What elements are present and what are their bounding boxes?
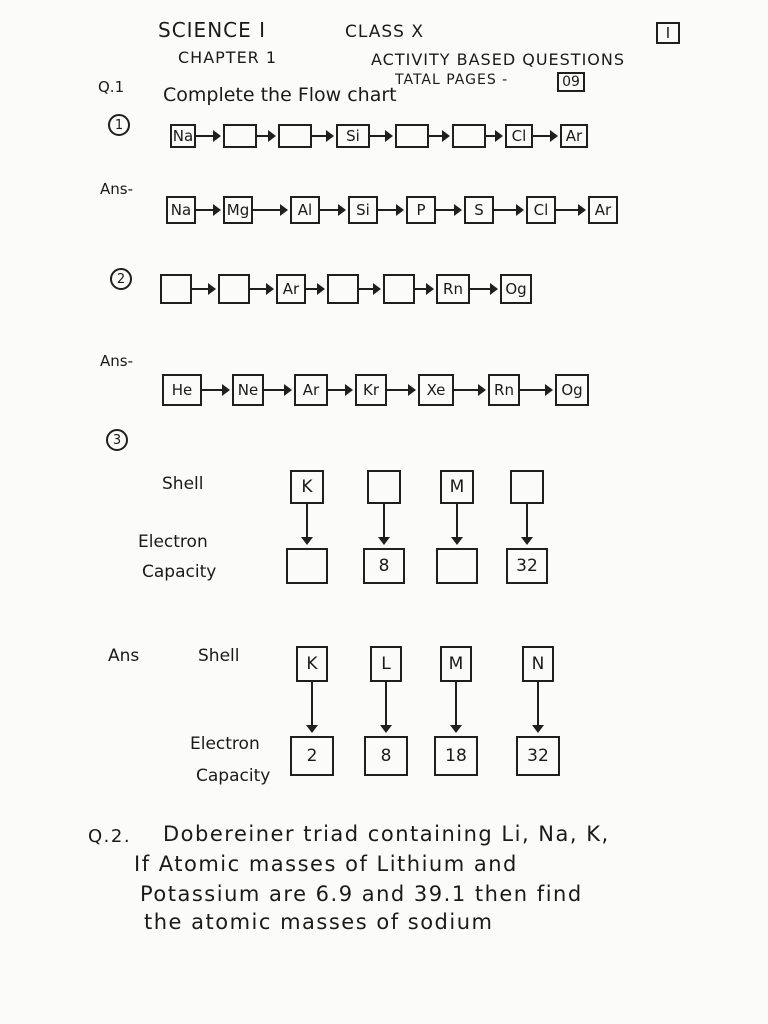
part1-a-box-3 (290, 196, 320, 224)
part3-q-arrow-2 (383, 504, 385, 542)
part3-a-capacity-box-4 (516, 736, 560, 776)
part2-q-arrow-5 (415, 288, 432, 290)
part1-q-arrow-3 (312, 135, 332, 137)
part1-a-arrow-5 (436, 209, 460, 211)
part3-q-arrow-3 (456, 504, 458, 542)
part3-q-arrow-1 (306, 504, 308, 542)
part1-a-box-6 (464, 196, 494, 224)
part2-a-value-4: Kr (362, 381, 379, 399)
part1-q-value-1: Na (172, 127, 194, 145)
part1-q-box-4 (336, 124, 370, 148)
q1-prompt: Complete the Flow chart (163, 84, 397, 106)
part3-q-capacity-box-2 (363, 548, 405, 584)
part2-q-box-2 (218, 274, 250, 304)
part3-a-shell-box-2 (370, 646, 402, 682)
ans-shell-label: Shell (198, 646, 240, 666)
part3-a-capacity-value-4: 32 (527, 746, 549, 766)
chapter-label: CHAPTER 1 (178, 48, 278, 67)
part3-a-shell-box-3 (440, 646, 472, 682)
subject-label: SCIENCE I (158, 18, 267, 42)
capacity-label: Capacity (142, 562, 217, 582)
part3-q-shell-box-3 (440, 470, 474, 504)
part3-q-shell-box-4 (510, 470, 544, 504)
part2-q-value-6: Rn (443, 280, 463, 298)
part1-a-value-8: Ar (594, 201, 612, 219)
part2-a-box-2 (232, 374, 264, 406)
part1-a-value-1: Na (170, 201, 192, 219)
part2-q-box-5 (383, 274, 415, 304)
q2-line-1: Dobereiner triad containing Li, Na, K, (163, 822, 610, 846)
part3-q-capacity-box-1 (286, 548, 328, 584)
part1-a-value-3: Al (297, 201, 313, 219)
part1-a-box-8 (588, 196, 618, 224)
part2-a-value-6: Rn (494, 381, 514, 399)
q2-line-3: Potassium are 6.9 and 39.1 then find (140, 882, 583, 906)
part2-q-arrow-1 (192, 288, 214, 290)
q2-label: Q.2. (88, 826, 132, 847)
part2-a-value-3: Ar (302, 381, 320, 399)
part3-a-arrow-4 (537, 682, 539, 730)
part2-q-arrow-6 (470, 288, 496, 290)
part2-q-box-4 (327, 274, 359, 304)
ans-capacity-label: Capacity (196, 766, 271, 786)
part1-q-arrow-5 (429, 135, 448, 137)
part3-q-shell-box-2 (367, 470, 401, 504)
q2-line-4: the atomic masses of sodium (144, 910, 494, 934)
total-pages-label: TATAL PAGES - (395, 72, 509, 88)
part3-a-capacity-box-1 (290, 736, 334, 776)
part3-q-capacity-value-4: 32 (516, 556, 538, 576)
part3-a-shell-value-2: L (381, 654, 391, 674)
part3-a-arrow-1 (311, 682, 313, 730)
part1-q-arrow-6 (486, 135, 501, 137)
electron-label: Electron (138, 532, 208, 552)
part1-a-arrow-3 (320, 209, 344, 211)
part2-q-value-7: Og (505, 280, 527, 298)
part2-q-box-7 (500, 274, 532, 304)
page-number: I (665, 24, 671, 42)
part1-q-box-5 (395, 124, 429, 148)
part2-ans-label: Ans- (100, 352, 133, 370)
part3-a-shell-value-3: M (448, 654, 464, 674)
part2-q-value-3: Ar (282, 280, 300, 298)
part3-a-shell-box-4 (522, 646, 554, 682)
part2-a-arrow-5 (454, 389, 484, 391)
q2-line-2: If Atomic masses of Lithium and (134, 852, 518, 876)
part3-a-capacity-value-2: 8 (380, 746, 392, 766)
part1-a-value-4: Si (356, 201, 370, 219)
part1-a-arrow-7 (556, 209, 584, 211)
part2-q-box-1 (160, 274, 192, 304)
part1-q-box-8 (560, 124, 588, 148)
q1-label: Q.1 (98, 78, 125, 96)
part1-q-value-4: Si (346, 127, 360, 145)
part3-a-capacity-box-2 (364, 736, 408, 776)
part1-a-box-7 (526, 196, 556, 224)
part2-a-arrow-3 (328, 389, 351, 391)
part2-a-arrow-1 (202, 389, 228, 391)
part2-a-box-5 (418, 374, 454, 406)
part3-a-shell-value-1: K (306, 654, 318, 674)
part1-a-box-1 (166, 196, 196, 224)
part3-q-arrow-4 (526, 504, 528, 542)
part1-a-box-4 (348, 196, 378, 224)
part1-number: 1 (108, 114, 130, 136)
part1-a-box-5 (406, 196, 436, 224)
part2-a-box-6 (488, 374, 520, 406)
part3-q-capacity-box-3 (436, 548, 478, 584)
page-number-box (656, 22, 680, 44)
part3-q-capacity-box-4 (506, 548, 548, 584)
part2-a-value-7: Og (561, 381, 583, 399)
part3-a-capacity-value-1: 2 (306, 746, 318, 766)
part2-a-arrow-4 (387, 389, 414, 391)
part2-number: 2 (110, 268, 132, 290)
part1-a-value-2: Mg (226, 201, 250, 219)
part3-q-shell-box-1 (290, 470, 324, 504)
part1-q-box-7 (505, 124, 533, 148)
part3-a-arrow-2 (385, 682, 387, 730)
part2-a-box-7 (555, 374, 589, 406)
part3-a-capacity-box-3 (434, 736, 478, 776)
part1-q-arrow-2 (257, 135, 274, 137)
total-pages-value: 09 (562, 74, 580, 90)
part2-a-arrow-6 (520, 389, 551, 391)
part2-q-arrow-2 (250, 288, 272, 290)
total-pages-box (557, 72, 585, 92)
part1-q-box-1 (170, 124, 196, 148)
part2-q-arrow-4 (359, 288, 379, 290)
part2-a-value-5: Xe (426, 381, 446, 399)
part2-a-arrow-2 (264, 389, 290, 391)
ans-electron-label: Electron (190, 734, 260, 754)
part2-a-value-1: He (171, 381, 193, 399)
part1-a-arrow-6 (494, 209, 522, 211)
part1-q-box-2 (223, 124, 257, 148)
part2-q-box-3 (276, 274, 306, 304)
shell-label: Shell (162, 474, 204, 494)
part1-a-arrow-2 (253, 209, 286, 211)
part2-a-box-1 (162, 374, 202, 406)
part3-a-arrow-3 (455, 682, 457, 730)
part2-a-box-4 (355, 374, 387, 406)
part3-q-shell-value-3: M (449, 477, 465, 497)
part1-a-box-2 (223, 196, 253, 224)
part2-q-arrow-3 (306, 288, 323, 290)
part3-a-capacity-value-3: 18 (445, 746, 467, 766)
part1-a-value-5: P (416, 201, 426, 219)
class-label: CLASS X (345, 22, 424, 42)
part1-q-box-6 (452, 124, 486, 148)
part1-a-value-6: S (474, 201, 484, 219)
part1-a-arrow-1 (196, 209, 219, 211)
part2-a-box-3 (294, 374, 328, 406)
part1-a-arrow-4 (378, 209, 402, 211)
part1-q-arrow-4 (370, 135, 391, 137)
part1-q-value-7: Cl (511, 127, 527, 145)
part1-a-value-7: Cl (533, 201, 549, 219)
part3-ans-label: Ans (108, 646, 140, 666)
part3-a-shell-box-1 (296, 646, 328, 682)
part2-a-value-2: Ne (237, 381, 259, 399)
part3-q-shell-value-1: K (301, 477, 313, 497)
part1-ans-label: Ans- (100, 180, 133, 198)
part1-q-arrow-1 (196, 135, 219, 137)
part2-q-box-6 (436, 274, 470, 304)
part3-number: 3 (106, 429, 128, 451)
part1-q-box-3 (278, 124, 312, 148)
part1-q-value-8: Ar (565, 127, 583, 145)
part1-q-arrow-7 (533, 135, 556, 137)
title-label: ACTIVITY BASED QUESTIONS (371, 50, 625, 69)
part3-q-capacity-value-2: 8 (378, 556, 390, 576)
part3-a-shell-value-4: N (531, 654, 545, 674)
